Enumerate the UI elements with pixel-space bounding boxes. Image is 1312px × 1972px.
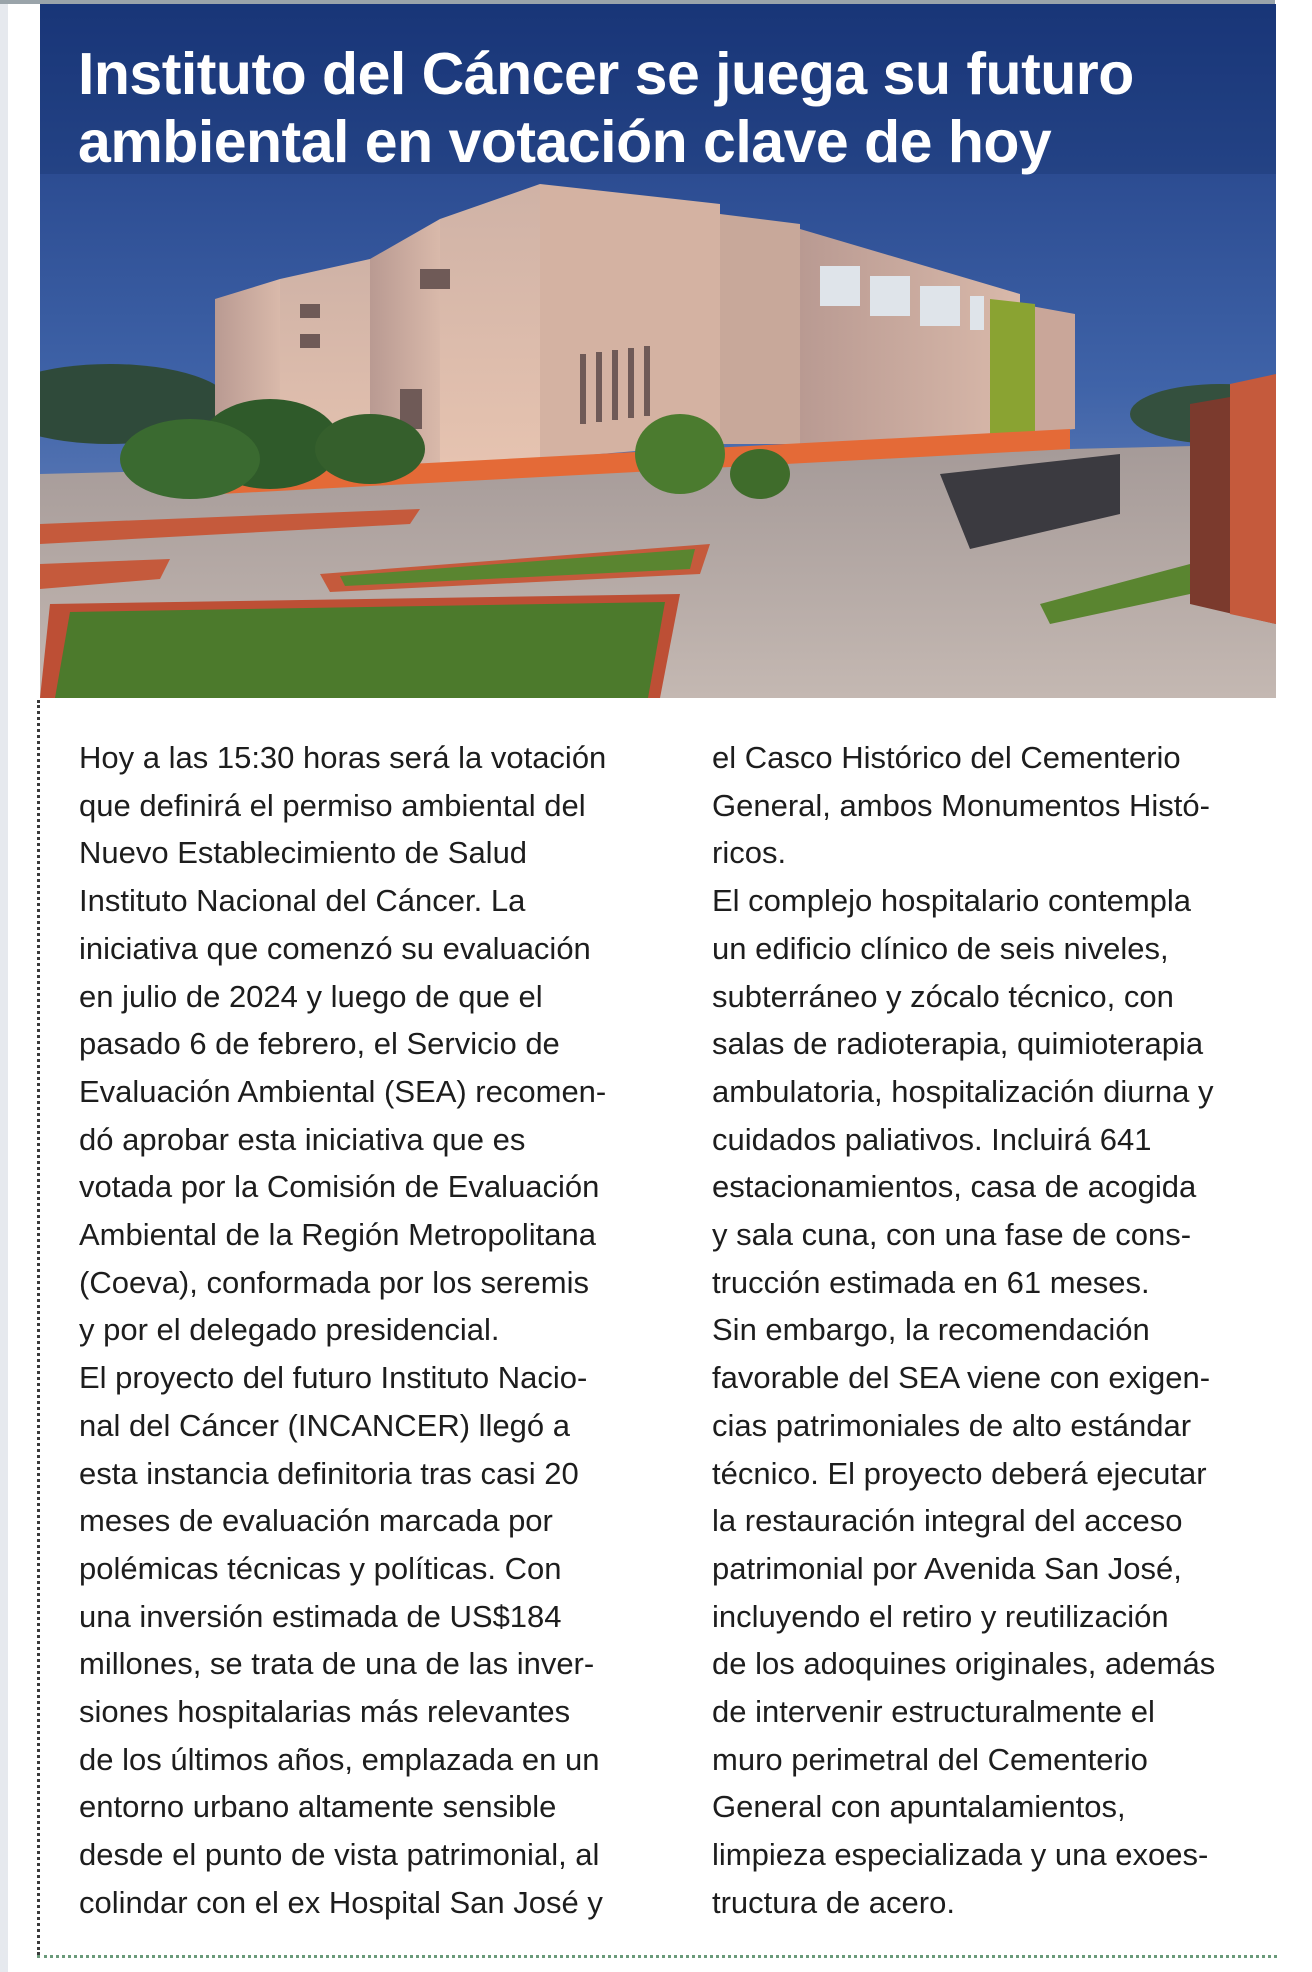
- body-line: desde el punto de vista patrimonial, al: [79, 1837, 600, 1873]
- body-line: El complejo hospitalario contempla: [712, 883, 1192, 919]
- green-wall: [990, 299, 1035, 436]
- body-line: de los últimos años, emplazada en un: [79, 1741, 600, 1777]
- body-line: subterráneo y zócalo técnico, con: [712, 978, 1174, 1014]
- body-line: Evaluación Ambiental (SEA) recomen-: [79, 1073, 607, 1109]
- body-line: El proyecto del futuro Instituto Nacio-: [79, 1360, 588, 1396]
- body-line: siones hospitalarias más relevantes: [79, 1694, 571, 1730]
- body-line: y sala cuna, con una fase de cons-: [712, 1217, 1192, 1253]
- body-line: votada por la Comisión de Evaluación: [79, 1169, 600, 1205]
- body-line: General, ambos Monumentos Histó-: [712, 787, 1210, 823]
- body-line: pasado 6 de febrero, el Servicio de: [79, 1026, 560, 1062]
- body-line: Hoy a las 15:30 horas será la votación: [79, 740, 607, 775]
- page-margin: [0, 0, 8, 1972]
- body-line: polémicas técnicas y políticas. Con: [79, 1550, 562, 1586]
- body-line: salas de radioterapia, quimioterapia: [712, 1026, 1204, 1062]
- body-line: de intervenir estructuralmente el: [712, 1694, 1155, 1730]
- body-line: General con apuntalamientos,: [712, 1789, 1126, 1825]
- body-line: iniciativa que comenzó su evaluación: [79, 930, 591, 966]
- body-line: cias patrimoniales de alto estándar: [712, 1407, 1192, 1443]
- bottom-rule: [37, 1955, 1277, 1958]
- body-line: técnico. El proyecto deberá ejecutar: [712, 1455, 1207, 1491]
- body-line: el Casco Histórico del Cementerio: [712, 740, 1181, 775]
- body-line: una inversión estimada de US$184: [79, 1598, 562, 1634]
- body-line: esta instancia definitoria tras casi 20: [79, 1455, 579, 1491]
- headline-line: Instituto del Cáncer se juega su futuro: [78, 41, 1134, 107]
- hero-image: [40, 4, 1276, 698]
- body-line: muro perimetral del Cementerio: [712, 1741, 1148, 1777]
- body-line: y por el delegado presidencial.: [79, 1312, 500, 1348]
- body-line: limpieza especializada y una exoes-: [712, 1837, 1209, 1873]
- body-line: un edificio clínico de seis niveles,: [712, 930, 1169, 966]
- body-line: (Coeva), conformada por los seremis: [79, 1264, 589, 1300]
- body-line: trucción estimada en 61 meses.: [712, 1264, 1150, 1300]
- body-line: estacionamientos, casa de acogida: [712, 1169, 1197, 1205]
- lawn: [55, 602, 665, 698]
- body-line: favorable del SEA viene con exigen-: [712, 1360, 1211, 1396]
- body-line: Nuevo Establecimiento de Salud: [79, 835, 528, 871]
- article-column-right: [712, 734, 1312, 1927]
- headline: [78, 40, 1228, 176]
- body-line: Ambiental de la Región Metropolitana: [79, 1217, 596, 1253]
- body-line: la restauración integral del acceso: [712, 1503, 1183, 1539]
- body-line: de los adoquines originales, además: [712, 1646, 1216, 1682]
- body-line: ricos.: [712, 835, 787, 871]
- body-line: incluyendo el retiro y reutilización: [712, 1598, 1169, 1634]
- body-line: entorno urbano altamente sensible: [79, 1789, 557, 1825]
- body-line: Sin embargo, la recomendación: [712, 1312, 1150, 1348]
- body-line: que definirá el permiso ambiental del: [79, 787, 586, 823]
- body-line: patrimonial por Avenida San José,: [712, 1550, 1182, 1586]
- column-rule: [37, 700, 40, 1955]
- body-line: cuidados paliativos. Incluirá 641: [712, 1121, 1152, 1157]
- body-line: en julio de 2024 y luego de que el: [79, 978, 543, 1014]
- body-line: tructura de acero.: [712, 1884, 955, 1920]
- body-line: nal del Cáncer (INCANCER) llegó a: [79, 1407, 571, 1443]
- body-line: Instituto Nacional del Cáncer. La: [79, 883, 526, 919]
- body-line: meses de evaluación marcada por: [79, 1503, 553, 1539]
- headline-line: ambiental en votación clave de hoy: [78, 109, 1052, 175]
- body-line: colindar con el ex Hospital San José y: [79, 1884, 603, 1920]
- body-line: millones, se trata de una de las inver-: [79, 1646, 595, 1682]
- article-column-left: [79, 734, 679, 1927]
- body-line: dó aprobar esta iniciativa que es: [79, 1121, 526, 1157]
- body-line: ambulatoria, hospitalización diurna y: [712, 1073, 1214, 1109]
